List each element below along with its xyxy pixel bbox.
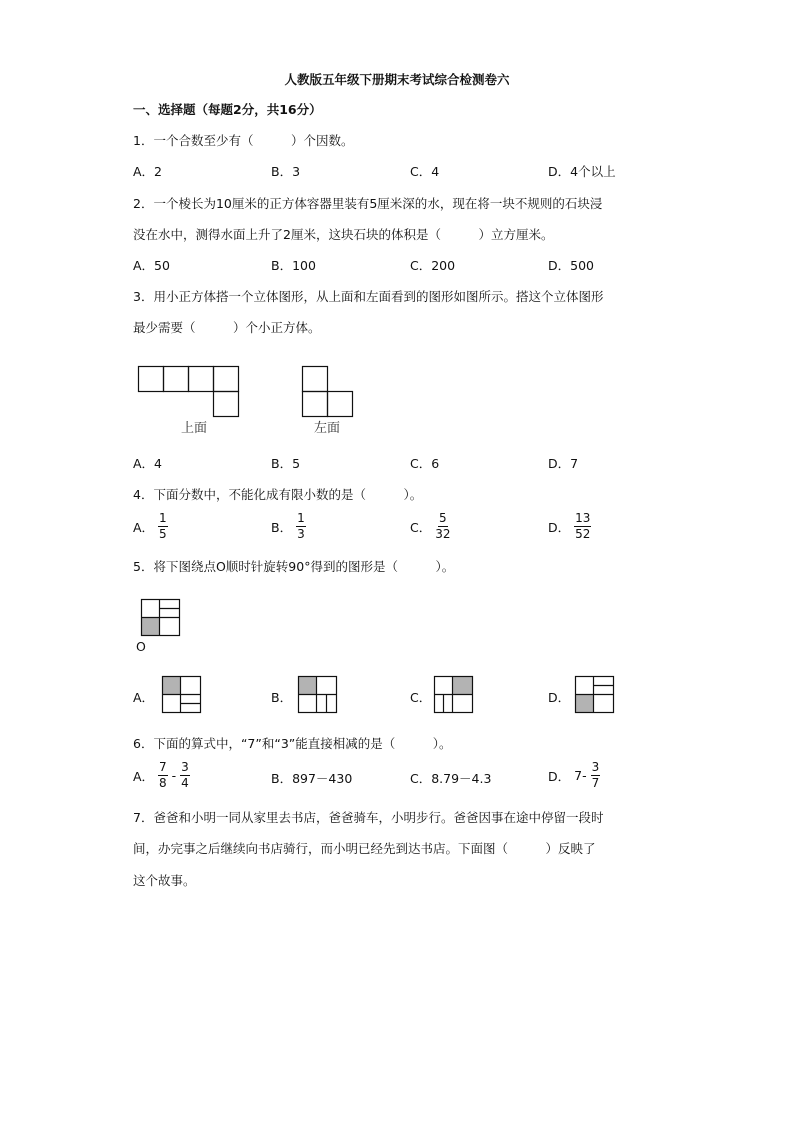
numerator: 5 [439, 511, 447, 525]
fraction [574, 511, 591, 542]
q2-option-a: A．50 [133, 258, 170, 273]
q5-option-d-label: D． [548, 690, 571, 705]
denominator: 3 [297, 527, 305, 541]
q4-option-c [410, 511, 451, 542]
q5-option-d-figure [575, 676, 615, 714]
fraction [158, 760, 168, 791]
left-view-figure [302, 366, 356, 418]
question-7-stem-line1: 7．爸爸和小明一同从家里去书店，爸爸骑车，小明步行。爸爸因事在途中停留一段时 [133, 810, 604, 825]
fraction [435, 511, 450, 542]
q6-option-d-label: D． [548, 768, 571, 784]
question-3-stem-line1: 3．用小正方体搭一个立体图形，从上面和左面看到的图形如图所示。搭这个立体图形 [133, 289, 604, 304]
denominator: 32 [435, 527, 451, 541]
numerator: 1 [159, 511, 167, 525]
question-2-stem-line1: 2．一个棱长为10厘米的正方体容器里装有5厘米深的水，现在将一块不规则的石块浸 [133, 196, 603, 211]
q6-option-c: C．8.79－4.3 [410, 771, 492, 786]
question-2-stem-line2: 没在水中，测得水面上升了2厘米，这块石块的体积是（ ）立方厘米。 [133, 227, 554, 242]
q4-option-c-label: C． [410, 519, 432, 535]
q4-option-a-label: A． [133, 519, 155, 535]
numerator: 7 [159, 760, 167, 774]
denominator: 8 [159, 776, 167, 790]
q4-option-d-label: D． [548, 519, 571, 535]
q4-option-b-label: B． [271, 519, 293, 535]
top-view-caption: 上面 [181, 421, 208, 436]
page-title: 人教版五年级下册期末考试综合检测卷六 [284, 72, 510, 87]
shaded-cell [299, 677, 317, 695]
q4-option-a [133, 511, 168, 542]
q6-option-a-label: A． [133, 768, 155, 784]
question-4-stem: 4．下面分数中，不能化成有限小数的是（ ）。 [133, 487, 423, 502]
q3-option-a: A．4 [133, 456, 163, 471]
question-7-stem-line3: 这个故事。 [133, 873, 196, 888]
left-view-caption: 左面 [314, 421, 341, 436]
numerator: 1 [297, 511, 305, 525]
minus-sign: - [171, 768, 177, 783]
q6-option-d [548, 760, 600, 791]
section-heading: 一、选择题（每题2分，共16分） [133, 102, 322, 117]
question-7-stem-line2: 间，办完事之后继续向书店骑行，而小明已经先到达书店。下面图（ ）反映了 [133, 841, 596, 856]
point-o-label: O [136, 639, 146, 654]
numerator: 13 [575, 511, 591, 525]
q5-option-b-figure [298, 676, 338, 714]
denominator: 7 [591, 776, 600, 790]
q2-option-d: D．500 [548, 258, 594, 273]
q5-option-a-label: A． [133, 690, 155, 705]
q4-option-d [548, 511, 591, 542]
denominator: 4 [181, 776, 189, 790]
q5-option-a-figure [162, 676, 202, 714]
shaded-cell [576, 695, 594, 713]
question-3-stem-line2: 最少需要（ ）个小正方体。 [133, 320, 321, 335]
q5-option-c-figure [434, 676, 474, 714]
q3-option-d: D．7 [548, 456, 579, 471]
fraction [296, 511, 306, 542]
q1-option-b: B．3 [271, 164, 301, 179]
shaded-cell [142, 618, 160, 636]
q2-option-c: C．200 [410, 258, 456, 273]
fraction [591, 760, 601, 791]
q1-option-d: D．4个以上 [548, 164, 616, 179]
q6-option-d-prefix: 7- [574, 768, 587, 783]
fraction [158, 511, 168, 542]
q1-option-a: A．2 [133, 164, 163, 179]
shaded-cell [163, 677, 181, 695]
question-1-stem: 1．一个合数至少有（ ）个因数。 [133, 133, 354, 148]
q3-option-c: C．6 [410, 456, 440, 471]
q3-option-b: B．5 [271, 456, 301, 471]
top-view-figure [138, 366, 242, 418]
q4-option-b [271, 511, 306, 542]
shaded-cell [453, 677, 473, 695]
fraction [180, 760, 190, 791]
question-6-stem: 6．下面的算式中，“7”和“3”能直接相减的是（ ）。 [133, 736, 452, 751]
denominator: 5 [159, 527, 167, 541]
q5-option-c-label: C． [410, 690, 432, 705]
numerator: 3 [591, 760, 600, 774]
q6-option-b: B．897－430 [271, 771, 353, 786]
question-5-stem: 5．将下图绕点O顺时针旋转90°得到的图形是（ ）。 [133, 559, 455, 574]
q6-option-a [133, 760, 190, 791]
q1-option-c: C．4 [410, 164, 440, 179]
numerator: 3 [181, 760, 189, 774]
denominator: 52 [575, 527, 591, 541]
q5-option-b-label: B． [271, 690, 293, 705]
rotation-original-figure [141, 599, 181, 637]
q2-option-b: B．100 [271, 258, 316, 273]
